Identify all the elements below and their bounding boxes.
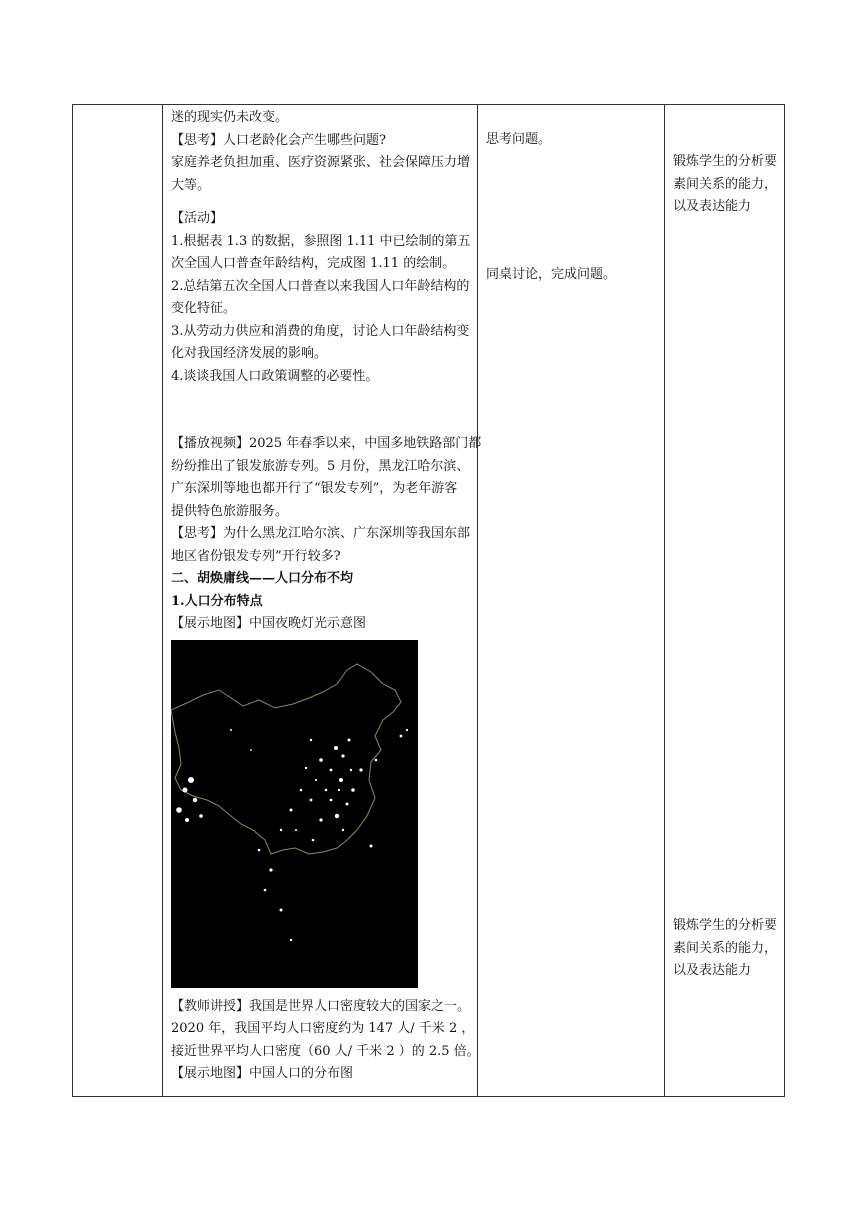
student-activity-text: 同桌讨论，完成问题。 bbox=[486, 267, 617, 282]
content-line: 家庭养老负担加重、医疗资源紧张、社会保障压力增 bbox=[171, 155, 471, 170]
design-intent-text: 锻炼学生的分析要素间关系的能力，以及表达能力 bbox=[673, 154, 778, 214]
content-line: 迷的现实仍未改变。 bbox=[171, 110, 289, 125]
content-line: 【展示地图】中国人口的分布图 bbox=[171, 1066, 354, 1081]
content-line: 【思考】人口老龄化会产生哪些问题? bbox=[171, 132, 386, 148]
content-line: 接近世界平均人口密度（60 人/ 千米 2 ）的 2.5 倍。 bbox=[171, 1043, 480, 1059]
content-line: 次全国人口普查年龄结构，完成图 1.11 的绘制。 bbox=[171, 256, 456, 271]
china-night-lights-map bbox=[171, 640, 418, 988]
design-intent-text: 锻炼学生的分析要素间关系的能力，以及表达能力 bbox=[673, 918, 778, 978]
content-line: 2020 年，我国平均人口密度约为 147 人/ 千米 2 ， bbox=[171, 1021, 475, 1036]
content-line: 广东深圳等地也都开行了“银发专列”，为老年游客 bbox=[171, 481, 458, 496]
content-line: 【活动】 bbox=[171, 211, 224, 226]
lesson-plan-table bbox=[72, 104, 785, 1097]
content-line: 提供特色旅游服务。 bbox=[171, 503, 289, 519]
content-line: 【思考】为什么黑龙江哈尔滨、广东深圳等我国东部 bbox=[171, 526, 471, 541]
student-activity-text: 思考问题。 bbox=[486, 132, 552, 147]
content-line: 【教师讲授】我国是世界人口密度较大的国家之一。 bbox=[171, 998, 471, 1014]
night-lights-image bbox=[171, 640, 418, 988]
map-caption: 【展示地图】中国夜晚灯光示意图 bbox=[171, 616, 367, 631]
content-line: 4.谈谈我国人口政策调整的必要性。 bbox=[171, 368, 379, 384]
student-activity-column bbox=[478, 105, 665, 1096]
content-line: 1.根据表 1.3 的数据，参照图 1.11 中已绘制的第五 bbox=[171, 233, 471, 249]
content-line: 化对我国经济发展的影响。 bbox=[171, 346, 328, 361]
content-line: 大等。 bbox=[171, 177, 211, 193]
content-line: 3.从劳动力供应和消费的角度，讨论人口年龄结构变 bbox=[171, 323, 470, 339]
section-heading: 二、胡焕庸线——人口分布不均 bbox=[171, 571, 354, 586]
design-intent-column bbox=[665, 105, 786, 1096]
content-line: 2.总结第五次全国人口普查以来我国人口年龄结构的 bbox=[171, 278, 470, 294]
content-line: 【播放视频】2025 年春季以来，中国多地铁路部门都 bbox=[171, 436, 482, 451]
content-line: 纷纷推出了银发旅游专列。5 月份，黑龙江哈尔滨、 bbox=[171, 458, 470, 474]
content-line: 变化特征。 bbox=[171, 301, 237, 316]
teaching-content-column bbox=[163, 105, 482, 1096]
content-line: 地区省份银发专列”开行较多? bbox=[171, 548, 341, 564]
sub-heading: 1.人口分布特点 bbox=[171, 593, 263, 609]
